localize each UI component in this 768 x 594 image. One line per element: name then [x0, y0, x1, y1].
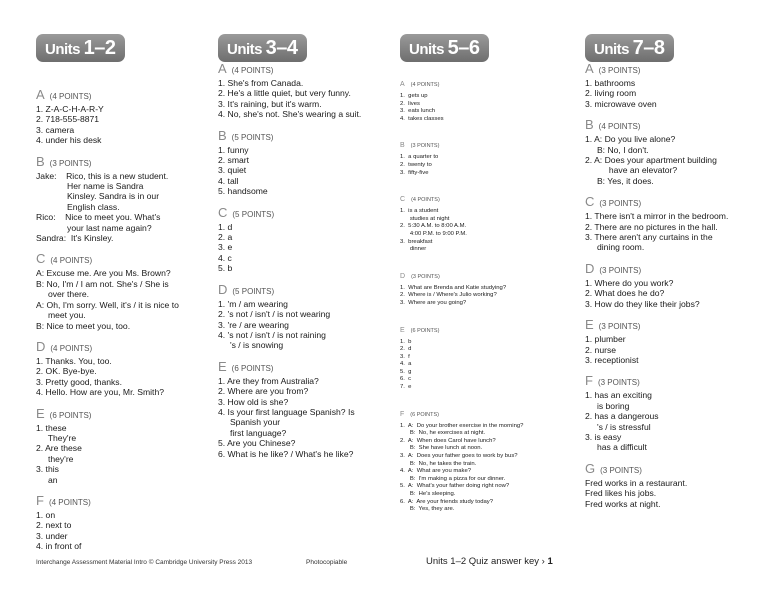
section-f [400, 405, 580, 514]
answer-line: 4. takes classes [400, 115, 444, 122]
answer-line: 3. quiet [218, 165, 247, 176]
section-b [400, 136, 580, 177]
section-letter: C [400, 196, 406, 204]
section-e [400, 321, 580, 392]
section-header [36, 252, 206, 267]
answer-line: 5. g [400, 368, 412, 375]
section-points: (4 POINTS) [411, 197, 440, 204]
section-points: (4 POINTS) [50, 343, 93, 353]
answer-line: 4. in front of [36, 541, 82, 552]
answer-line: 2. next to [36, 520, 72, 531]
section-letter: B [218, 127, 227, 143]
section-c [585, 195, 765, 253]
section-header [400, 267, 580, 284]
section-header [218, 283, 388, 298]
answer-line: 2. a [218, 232, 233, 243]
section-header [218, 62, 388, 77]
answer-line: 5. Are you Chinese? [218, 438, 296, 449]
section-letter: A [400, 81, 405, 88]
answer-line: B: He's sleeping. [400, 491, 456, 497]
answer-line: 4. 's not / isn't / is not raining [218, 329, 326, 340]
section-points: (6 POINTS) [410, 411, 440, 418]
section-header [218, 129, 388, 144]
answer-line: 4. tall [218, 175, 239, 186]
answer-line: B: No, I'm / I am not. She's / She is [36, 278, 169, 289]
answer-line: dinner [400, 246, 427, 253]
section-a [36, 88, 206, 146]
answer-line: B: No, he exercises at night. [400, 430, 486, 437]
section-f [585, 374, 765, 452]
answer-line: 1. A: Do your brother exercise in the morning? [400, 422, 524, 429]
section-header [400, 405, 580, 422]
answer-line: 1. on [36, 509, 56, 520]
answer-line: A: Excuse me. Are you Ms. Brown? [36, 268, 171, 279]
answer-line: B: Yes, it does. [585, 175, 654, 186]
answer-line: 2. lives [400, 100, 420, 107]
answer-line: meet you. [36, 310, 86, 321]
answer-line: Rico: Nice to meet you. What's [36, 212, 161, 223]
section-e [585, 318, 765, 365]
answer-line: 2. A: When does Carol have lunch? [400, 437, 496, 444]
section-d [36, 340, 206, 398]
section-points: (6 POINTS) [231, 363, 274, 373]
answer-line: Fred likes his jobs. [585, 488, 657, 499]
answer-line: 4. A: What are you make? [400, 468, 472, 475]
answer-line: 6. What is he like? / What's he like? [218, 448, 354, 459]
answer-line: 1. Thanks. You, too. [36, 355, 112, 366]
section-letter: E [400, 326, 405, 334]
answer-line: 3. eats lunch [400, 108, 436, 115]
answer-line: 3. Pretty good, thanks. [36, 376, 122, 387]
answer-line: 1. funny [218, 144, 249, 155]
answer-line: your last name again? [36, 222, 152, 233]
answer-line: 1. Are they from Australia? [218, 375, 319, 386]
answer-line: Fred works in a restaurant. [585, 477, 688, 488]
photocopiable-text: Photocopiable [306, 559, 348, 566]
column-units-5-6 [400, 34, 580, 514]
copyright-text: Interchange Assessment Material Intro © Cambridge University Press 2013 [36, 559, 253, 566]
answer-line: 2. 5:30 A.M. to 8:00 A.M. [400, 223, 467, 230]
section-points: (3 POINTS) [598, 66, 641, 75]
answer-line: 2. Are these [36, 443, 82, 454]
answer-line: 3. breakfast [400, 238, 433, 245]
section-c [218, 206, 388, 274]
section-points: (5 POINTS) [232, 209, 275, 219]
answer-line: 4. c [218, 252, 232, 263]
answer-line: 2. d [400, 346, 412, 353]
answer-line: B: I'm making a pizza for our dinner. [400, 475, 506, 482]
answer-line: 1. gets up [400, 93, 428, 99]
answer-line: B: She have lunch at noon. [400, 445, 483, 452]
answer-line: 3. e [218, 242, 233, 253]
answer-line: 1. bathrooms [585, 78, 636, 88]
section-letter: F [36, 492, 44, 508]
section-points: (4 POINTS) [231, 66, 274, 75]
answer-line: 4. No, she's not. She's wearing a suit. [218, 109, 362, 120]
section-header [218, 360, 388, 375]
section-points: (4 POINTS) [410, 82, 440, 88]
answer-line: 3. microwave oven [585, 98, 657, 109]
answer-line: 1. A: Do you live alone? [585, 134, 676, 145]
answer-line: 3. A: Does your father goes to work by bus? [400, 453, 518, 460]
answer-line: 6. A: Are your friends study today? [400, 498, 493, 505]
answer-line: 5. A: What's your father doing right now? [400, 483, 510, 490]
answer-line: 4. a [400, 361, 412, 368]
answer-line: over there. [36, 289, 90, 300]
answer-line: 3. Where are you going? [400, 299, 467, 306]
answer-line: 3. this [36, 464, 59, 475]
answer-line: A: Oh, I'm sorry. Well, it's / it is nice to [36, 299, 179, 310]
answer-line: they're [36, 453, 74, 464]
section-points: (3 POINTS) [411, 273, 440, 280]
column-units-1-2 [36, 34, 206, 552]
section-b [585, 118, 765, 186]
section-header [585, 462, 765, 477]
answer-line: 2. 718-555-8871 [36, 114, 100, 125]
section-b [218, 129, 388, 197]
section-points: (6 POINTS) [410, 327, 440, 334]
section-letter: A [36, 87, 45, 102]
answer-line: 2. smart [218, 155, 250, 166]
answer-line: 1. d [218, 221, 233, 232]
section-points: (3 POINTS) [599, 199, 642, 209]
answer-line: 1. Where do you work? [585, 277, 674, 288]
section-letter: E [585, 317, 594, 333]
answer-line: Kinsley. Sandra is in our [36, 191, 160, 202]
answer-line: 's / is stressful [585, 421, 651, 432]
section-letter: C [218, 204, 228, 220]
answer-line: 1. is a student [400, 208, 439, 215]
sections [36, 88, 206, 552]
answer-line: 1. b [400, 338, 412, 345]
answer-line: B: No, he takes the train. [400, 460, 477, 467]
answer-line: first language? [218, 427, 287, 438]
answer-line: has a difficult [585, 442, 647, 453]
section-letter: D [400, 272, 406, 280]
answer-line: 2. Where are you from? [218, 386, 309, 397]
section-letter: C [585, 194, 595, 210]
section-points: (4 POINTS) [598, 122, 641, 132]
column-units-7-8 [585, 34, 765, 509]
section-header [585, 262, 765, 277]
section-e [36, 407, 206, 485]
answer-key-title: Units 1–2 Quiz answer key › 1 [426, 556, 553, 567]
sections [585, 62, 765, 509]
answer-line: 1. has an exciting [585, 390, 652, 401]
answer-line: 4. Hello. How are you, Mr. Smith? [36, 387, 164, 398]
answer-line: 3. f [400, 353, 410, 360]
section-b [36, 155, 206, 244]
section-e [218, 360, 388, 459]
answer-line: 1. a quarter to [400, 154, 439, 161]
answer-line: 3. It's raining, but it's warm. [218, 98, 322, 109]
column-units-3-4 [218, 34, 388, 459]
section-points: (3 POINTS) [597, 378, 640, 388]
section-letter: B [585, 117, 594, 133]
answer-line: 3. 're / are wearing [218, 319, 289, 330]
section-header [400, 321, 580, 338]
answer-line: 1. Z-A-C-H-A-R-Y [36, 104, 104, 114]
section-points: (4 POINTS) [49, 92, 92, 101]
sections [218, 62, 388, 459]
section-f [36, 494, 206, 552]
answer-line: B: No, I don't. [585, 144, 649, 155]
page-footer [36, 556, 596, 570]
answer-line: 3. There aren't any curtains in the [585, 232, 713, 243]
answer-line: Fred works at night. [585, 498, 661, 509]
answer-line: 1. What are Brenda and Katie studying? [400, 284, 507, 291]
answer-line: Sandra: It's Kinsley. [36, 233, 114, 244]
answer-line: 3. camera [36, 124, 75, 135]
answer-line: 's / is snowing [218, 340, 284, 351]
answer-line: 2. There are no pictures in the hall. [585, 221, 718, 232]
section-header [36, 155, 206, 170]
section-letter: D [585, 260, 595, 276]
section-letter: E [36, 405, 45, 421]
section-g [585, 462, 765, 509]
section-points: (5 POINTS) [232, 286, 275, 296]
section-header [400, 190, 580, 207]
answer-line: 5. handsome [218, 186, 268, 197]
section-letter: C [36, 251, 46, 267]
section-header [218, 206, 388, 221]
answer-line: have an elevator? [585, 165, 678, 176]
section-points: (3 POINTS) [599, 265, 642, 275]
answer-line: 7. e [400, 384, 412, 391]
section-letter: F [400, 410, 405, 418]
answer-line: 4. under his desk [36, 135, 102, 146]
section-d [585, 262, 765, 309]
units-badge: Units 1–2 [36, 34, 125, 62]
answer-line: 3. How do they like their jobs? [585, 298, 700, 309]
section-header [36, 88, 206, 103]
units-badge: Units 3–4 [218, 34, 307, 62]
units-badge: Units 7–8 [585, 34, 674, 62]
section-header [585, 62, 765, 77]
section-header [400, 136, 580, 153]
answer-line: B: Yes, they are. [400, 506, 455, 513]
section-points: (3 POINTS) [600, 465, 642, 475]
answer-line: 1. these [36, 422, 67, 433]
answer-line: is boring [585, 400, 630, 411]
answer-line: 5. b [218, 263, 233, 274]
answer-line: 2. OK. Bye-bye. [36, 366, 97, 377]
answer-line: Spanish your [218, 417, 281, 428]
section-points: (3 POINTS) [410, 143, 440, 150]
section-letter: G [585, 460, 596, 476]
answer-line: English class. [36, 201, 120, 212]
section-letter: D [36, 338, 46, 354]
section-letter: B [400, 142, 405, 150]
section-letter: A [218, 61, 227, 76]
section-header [585, 195, 765, 210]
section-header [400, 75, 580, 92]
answer-line: 3. How old is she? [218, 396, 289, 407]
answer-line: 6. c [400, 376, 412, 383]
answer-line: 4:00 P.M. to 9:00 P.M. [400, 230, 467, 237]
section-header [585, 374, 765, 389]
answer-line: 2. He's a little quiet, but very funny. [218, 88, 351, 99]
answer-line: studies at night [400, 215, 450, 222]
section-c [400, 190, 580, 254]
answer-line: 1. plumber [585, 334, 626, 345]
section-a [218, 62, 388, 120]
section-letter: D [218, 281, 228, 297]
answer-line: 2. nurse [585, 344, 617, 355]
section-points: (3 POINTS) [49, 158, 92, 168]
answer-line: 2. Where is / Where's Julio working? [400, 292, 497, 299]
section-letter: E [218, 358, 227, 374]
section-points: (6 POINTS) [49, 410, 92, 420]
section-a [400, 75, 580, 123]
section-header [585, 318, 765, 333]
answer-line: 3. fifty-five [400, 169, 429, 176]
section-d [400, 267, 580, 308]
section-header [36, 340, 206, 355]
answer-line: 1. There isn't a mirror in the bedroom. [585, 211, 729, 222]
section-points: (4 POINTS) [48, 497, 91, 507]
section-letter: A [585, 61, 594, 76]
answer-line: an [36, 474, 58, 485]
answer-line: 1. She's from Canada. [218, 78, 304, 88]
section-header [585, 118, 765, 133]
section-letter: F [585, 373, 593, 389]
answer-line: B: Nice to meet you, too. [36, 320, 131, 331]
answer-line: dining room. [585, 242, 645, 253]
answer-line: 2. 's not / isn't / is not wearing [218, 309, 331, 320]
sections [400, 75, 580, 514]
section-header [36, 494, 206, 509]
section-points: (5 POINTS) [231, 132, 274, 142]
answer-line: 2. has a dangerous [585, 411, 659, 422]
section-points: (4 POINTS) [50, 256, 93, 266]
section-letter: B [36, 153, 45, 169]
answer-line: 2. twenty to [400, 161, 432, 168]
answer-line: They're [36, 432, 77, 443]
answer-line: 3. receptionist [585, 354, 639, 365]
answer-line: 3. under [36, 530, 68, 541]
section-header [36, 407, 206, 422]
answer-line: 2. A: Does your apartment building [585, 155, 717, 166]
page-number: 1 [547, 556, 553, 567]
answer-line: Jake: Rico, this is a new student. [36, 170, 169, 181]
answer-line: 4. Is your first language Spanish? Is [218, 406, 355, 417]
section-points: (3 POINTS) [598, 322, 641, 332]
section-c [36, 252, 206, 330]
answer-line: Her name is Sandra [36, 181, 144, 192]
answer-line: 2. What does he do? [585, 288, 665, 299]
answer-line: 1. 'm / am wearing [218, 298, 288, 309]
units-badge: Units 5–6 [400, 34, 489, 62]
answer-line: 3. is easy [585, 431, 622, 442]
answer-line: 2. living room [585, 88, 637, 99]
section-d [218, 283, 388, 351]
section-a [585, 62, 765, 109]
